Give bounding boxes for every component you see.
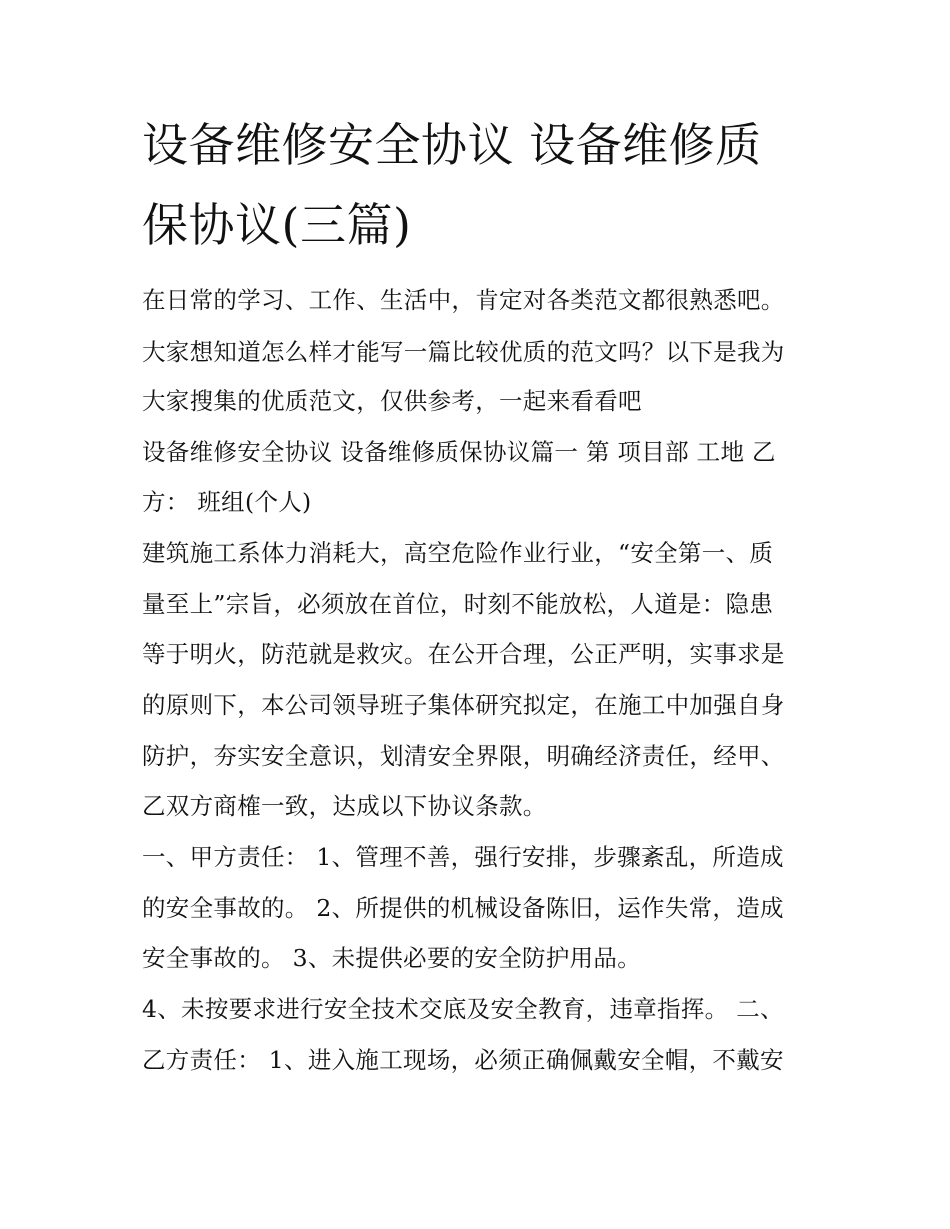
- body-line-4: 设备维修安全协议 设备维修质保协议篇一 第 项目部 工地 乙: [142, 438, 776, 466]
- body-line-13: 的安全事故的。 2、所提供的机械设备陈旧，运作失常，造成: [142, 894, 784, 922]
- body-line-6: 建筑施工系体力消耗大，高空危险作业行业，“安全第一、质: [142, 539, 774, 567]
- body-line-11: 乙双方商榷一致，达成以下协议条款。: [142, 792, 547, 820]
- body-line-3: 大家搜集的优质范文，仅供参考，一起来看看吧: [142, 387, 642, 415]
- body-line-7: 量至上”宗旨，必须放在首位，时刻不能放松，人道是：隐患: [142, 590, 774, 618]
- body-line-12: 一、甲方责任： 1、管理不善，强行安排，步骤紊乱，所造成: [142, 843, 784, 871]
- body-line-16: 乙方责任： 1、进入施工现场，必须正确佩戴安全帽，不戴安: [142, 1046, 784, 1074]
- body-line-8: 等于明火，防范就是救灾。在公开合理，公正严明，实事求是: [142, 640, 785, 668]
- body-line-14: 安全事故的。 3、未提供必要的安全防护用品。: [142, 944, 642, 972]
- body-line-15: 4、未按要求进行安全技术交底及安全教育，违章指挥。 二、: [142, 995, 784, 1023]
- body-line-1: 在日常的学习、工作、生活中，肯定对各类范文都很熟悉吧。: [142, 286, 785, 314]
- body-line-10: 防护，夯实安全意识，划清安全界限，明确经济责任，经甲、: [142, 742, 785, 770]
- body-line-5: 方： 班组(个人): [142, 488, 312, 516]
- document-title-line-1: 设备维修安全协议 设备维修质: [142, 118, 762, 172]
- body-line-2: 大家想知道怎么样才能写一篇比较优质的范文吗？以下是我为: [142, 338, 785, 366]
- document-title-line-2: 保协议(三篇): [142, 198, 412, 252]
- body-line-9: 的原则下，本公司领导班子集体研究拟定，在施工中加强自身: [142, 691, 785, 719]
